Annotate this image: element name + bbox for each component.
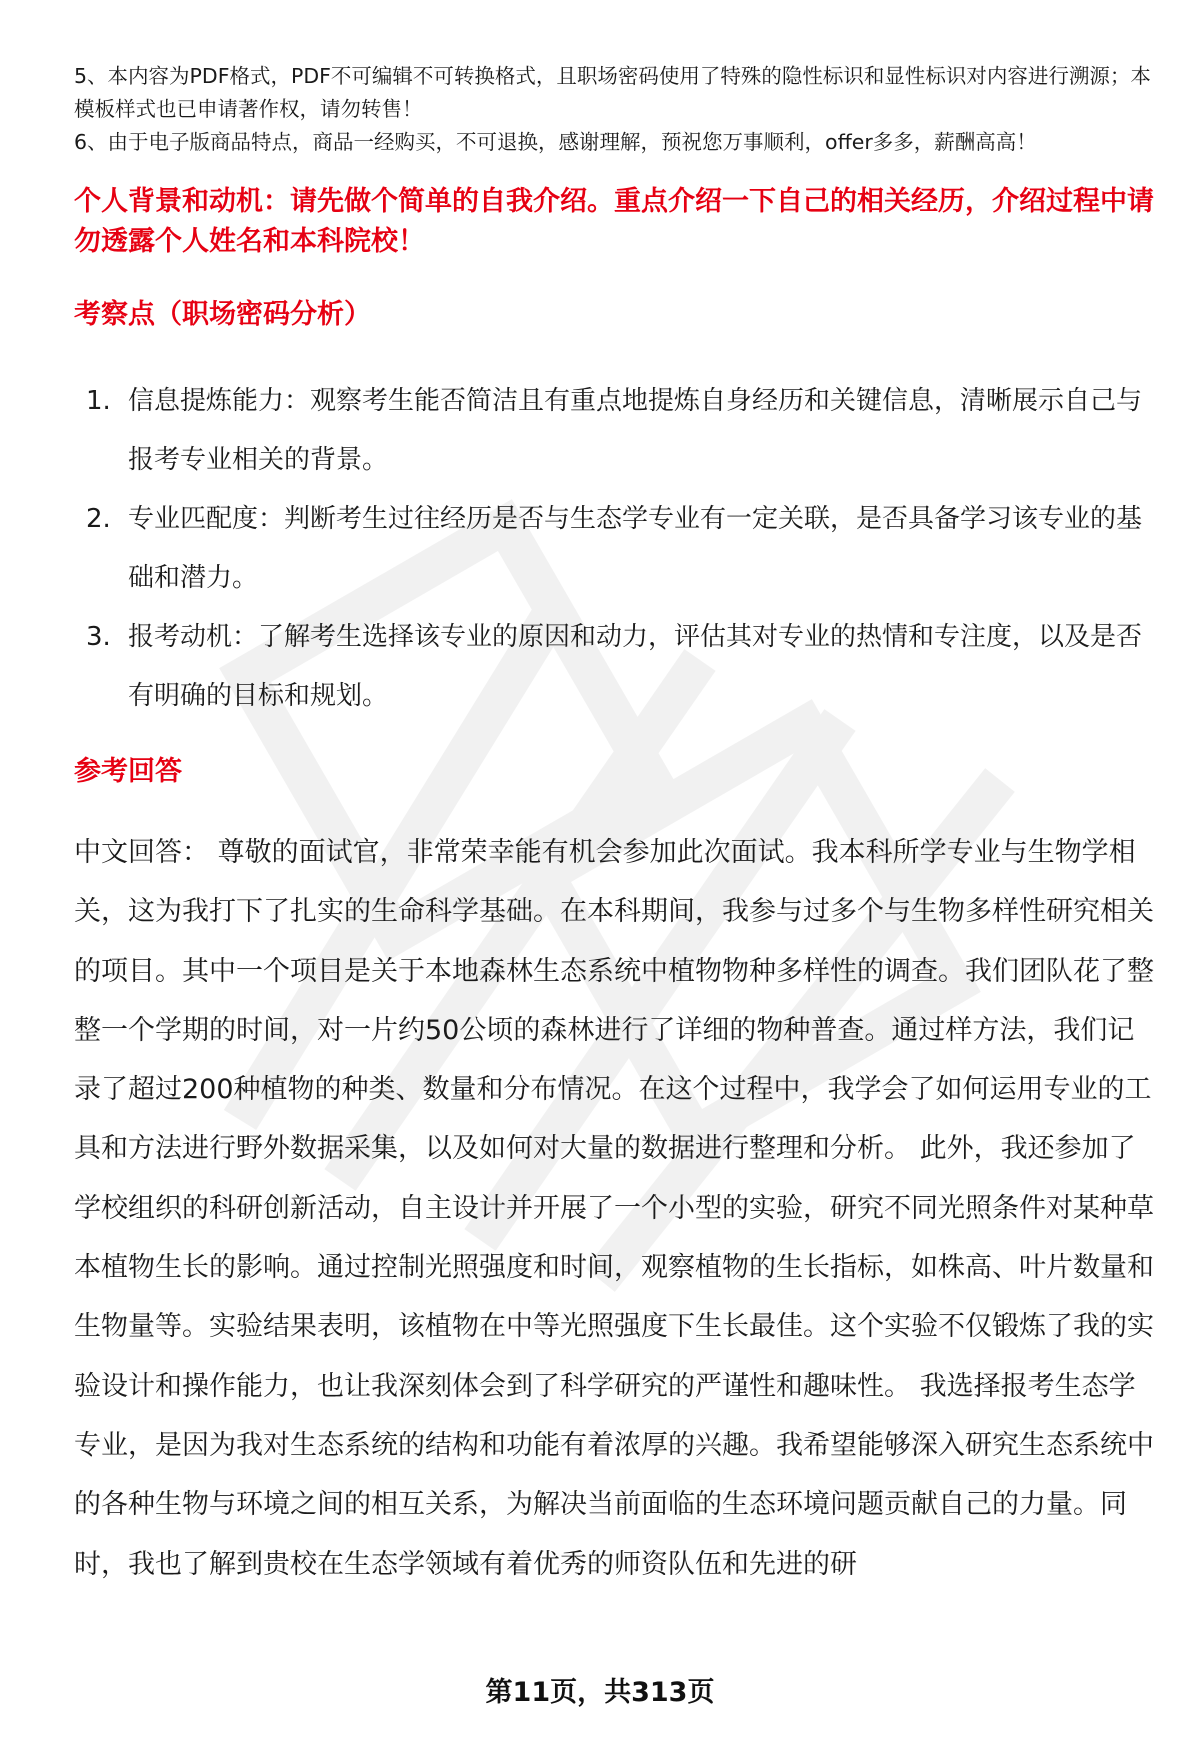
list-item-text: 专业匹配度：判断考生过往经历是否与生态学专业有一定关联，是否具备学习该专业的基础和潜力。: [128, 504, 1143, 593]
list-item: [80, 490, 1150, 608]
list-item-text: 报考动机：了解考生选择该专业的原因和动力，评估其对专业的热情和专注度，以及是否有明确的目标和规划。: [128, 622, 1143, 711]
list-item-number: 1.: [86, 386, 111, 416]
note-line-5: 5、本内容为PDF格式，PDF不可编辑不可转换格式，且职场密码使用了特殊的隐性标识和显性标识对内容进行溯源；本模板样式也已申请著作权，请勿转售！: [74, 64, 1151, 121]
answer-paragraph: 中文回答： 尊敬的面试官，非常荣幸能有机会参加此次面试。我本科所学专业与生物学相关，这为我打下了扎实的生命科学基础。在本科期间，我参与过多个与生物多样性研究相关的项目。其中一个项目是关于本地森林生态系统中植物物种多样性的调查。我们团队花了整整一个学期的时间，对一片约50公顷的森林进行了详细的物种普查。通过样方法，我们记录了超过200种植物的种类、数量和分布情况。在这个过程中，我学会了如何运用专业的工具和方法进行野外数据采集，以及如何对大量的数据进行整理和分析。 此外，我还参加了学校组织的科研创新活动，自主设计并开展了一个小型的实验，研究不同光照条件对某种草本植物生长的影响。通过控制光照强度和时间，观察植物的生长指标，如株高、叶片数量和生物量等。实验结果表明，该植物在中等光照强度下生长最佳。这个实验不仅锻炼了我的实验设计和操作能力，也让我深刻体会到了科学研究的严谨性和趣味性。 我选择报考生态学专业，是因为我对生态系统的结构和功能有着浓厚的兴趣。我希望能够深入研究生态系统中的各种生物与环境之间的相互关系，为解决当前面临的生态环境问题贡献自己的力量。同时，我也了解到贵校在生态学领域有着优秀的师资队伍和先进的研: [74, 837, 1154, 1580]
section-background-heading: 个人背景和动机：请先做个简单的自我介绍。重点介绍一下自己的相关经历，介绍过程中请勿透露个人姓名和本科院校！: [74, 186, 1154, 257]
note-line-6: 6、由于电子版商品特点，商品一经购买，不可退换，感谢理解，预祝您万事顺利，offer多多，薪酬高高！: [74, 130, 1037, 154]
notes-block: [74, 60, 1154, 159]
section-points-heading: 考察点（职场密码分析）: [74, 299, 371, 330]
list-item-text: 信息提炼能力：观察考生能否简洁且有重点地提炼自身经历和关键信息，清晰展示自己与报考专业相关的背景。: [128, 386, 1143, 475]
section-answer-heading: 参考回答: [74, 756, 182, 787]
list-item-number: 2.: [86, 504, 111, 534]
list-item: [80, 608, 1150, 726]
list-item-number: 3.: [86, 622, 111, 652]
page-number: 第11页，共313页: [485, 1677, 715, 1708]
assessment-points-list: [80, 372, 1150, 726]
list-item: [80, 372, 1150, 490]
